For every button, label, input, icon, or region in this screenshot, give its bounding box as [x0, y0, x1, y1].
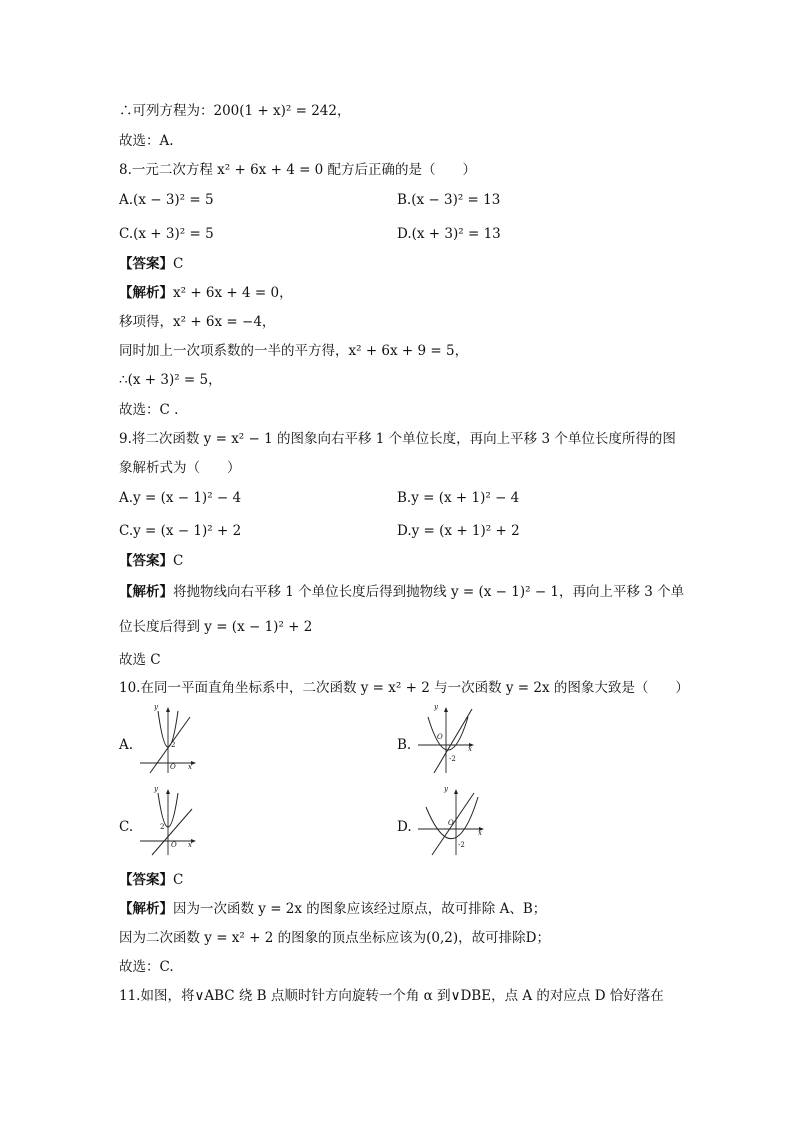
q10-graph-b: y O x -2: [416, 705, 476, 775]
q10-option-b-label: B.: [397, 737, 412, 753]
q9-analysis-line-1: 【解析】将抛物线向右平移 1 个单位长度后得到抛物线 y = (x − 1)² − 1，再向上平移 3 个单: [119, 584, 685, 600]
q10-graph-a: y 2 O x: [138, 705, 198, 775]
q8-analysis-line-4: ∴(x + 3)² = 5，: [119, 372, 222, 388]
q9-answer: 【答案】C: [119, 553, 184, 569]
q10-analysis-line-1: 【解析】因为一次函数 y = 2x 的图象应该经过原点，故可排除 A、B；: [119, 901, 547, 917]
q9-stem-line-1: 9.将二次函数 y = x² − 1 的图象向右平移 1 个单位长度，再向上平移 3 个单位长度所得的图: [119, 431, 676, 447]
q10-graph-c: y 2 O x: [138, 787, 198, 857]
q9-conclusion: 故选 C: [119, 652, 161, 668]
q8-option-a: A.(x − 3)² = 5: [119, 192, 214, 208]
q7-equation-line: ∴可列方程为：200(1 + x)² = 242，: [119, 103, 351, 119]
q8-option-b: B.(x − 3)² = 13: [397, 192, 501, 208]
q11-stem: 11.如图，将∨ABC 绕 B 点顺时针方向旋转一个角 α 到∨DBE，点 A 的对应点 D 恰好落在: [119, 988, 664, 1004]
q8-analysis-line-3: 同时加上一次项系数的一半的平方得，x² + 6x + 9 = 5，: [119, 343, 469, 359]
q8-stem: 8.一元二次方程 x² + 6x + 4 = 0 配方后正确的是（ ）: [119, 162, 477, 178]
q10-option-a-label: A.: [119, 737, 134, 753]
q9-option-c: C.y = (x − 1)² + 2: [119, 523, 242, 539]
q9-option-d: D.y = (x + 1)² + 2: [397, 523, 520, 539]
q10-option-c-label: C.: [119, 819, 134, 835]
q8-answer: 【答案】C: [119, 256, 184, 272]
q8-option-d: D.(x + 3)² = 13: [397, 226, 501, 242]
q8-analysis-line-5: 故选：C .: [119, 402, 179, 418]
q9-stem-line-2: 象解析式为（ ）: [119, 460, 241, 476]
q8-option-c: C.(x + 3)² = 5: [119, 226, 214, 242]
q8-analysis-line-1: 【解析】x² + 6x + 4 = 0，: [119, 285, 293, 301]
q10-option-d-label: D.: [397, 819, 412, 835]
q7-conclusion: 故选：A.: [119, 133, 174, 149]
q10-answer: 【答案】C: [119, 872, 184, 888]
q10-conclusion: 故选：C.: [119, 959, 174, 975]
q8-analysis-line-2: 移项得，x² + 6x = −4，: [119, 314, 276, 330]
q9-analysis-line-2: 位长度后得到 y = (x − 1)² + 2: [119, 619, 313, 635]
q10-analysis-line-2: 因为二次函数 y = x² + 2 的图象的顶点坐标应该为(0,2)，故可排除D；: [119, 930, 550, 946]
q9-option-a: A.y = (x − 1)² − 4: [119, 490, 242, 506]
q10-graph-d: y O x -2: [416, 787, 486, 857]
q9-option-b: B.y = (x + 1)² − 4: [397, 490, 520, 506]
q10-stem: 10.在同一平面直角坐标系中，二次函数 y = x² + 2 与一次函数 y = 2x 的图象大致是（ ）: [119, 680, 689, 696]
